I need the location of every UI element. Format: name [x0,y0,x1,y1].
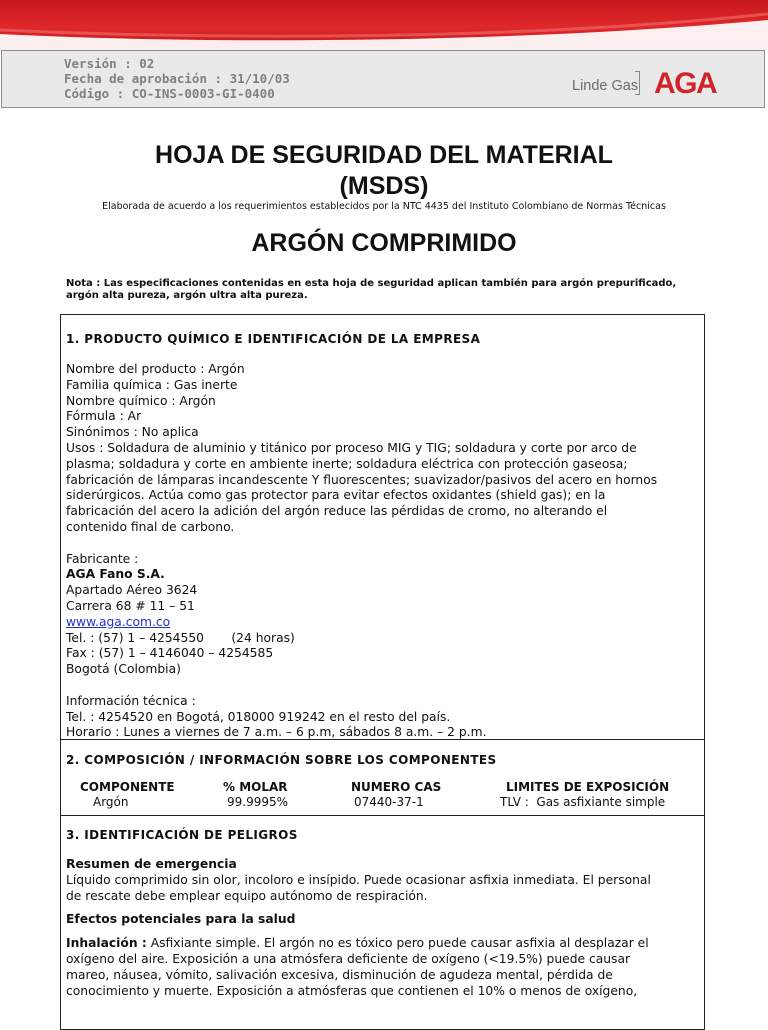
section-3-body [66,857,700,999]
product-title: ARGÓN COMPRIMIDO [251,229,517,257]
website-link[interactable]: www.aga.com.co [66,614,171,629]
linde-gas-logo: Linde Gas [572,78,639,94]
inhalation-text: Asfixiante simple. El argón no es tóxico pero puede causar asfixia al desplazar el [146,936,649,951]
uses-line: plasma; soldadura y corte en ambiente inerte; soldadura eléctrica con protección gaseosa; [66,456,628,471]
uses-line: Usos : Soldadura de aluminio y titánico por proceso MIG y TIG; soldadura y corte por arco de [66,440,637,455]
uses-line: siderúrgicos. Actúa como gas protector para evitar efectos oxidantes (shield gas); en la [66,488,606,503]
note-line: argón alta pureza, argón ultra alta pureza. [66,290,308,301]
health-effects-heading: Efectos potenciales para la salud [66,912,296,927]
uses-line: contenido final de carbono. [66,519,235,534]
tech-info-label: Información técnica : [66,693,196,708]
inhalation-line: conocimiento y muerte. Exposición a atmósferas que contienen el 10% o menos de oxígeno, [66,983,638,998]
telephone: Tel. : (57) 1 – 4254550 (24 horas) [66,630,295,645]
column-header: NUMERO CAS [351,780,442,794]
document-info-bar [1,50,765,108]
document-title: HOJA DE SEGURIDAD DEL MATERIAL [155,141,613,169]
column-header: COMPONENTE [80,780,175,794]
chemical-family: Familia química : Gas inerte [66,377,238,392]
inhalation-label: Inhalación : [66,936,147,951]
synonyms: Sinónimos : No aplica [66,425,199,440]
cell-limits: TLV : Gas asfixiante simple [500,795,666,809]
band-swoosh [0,0,768,50]
column-header: LIMITES DE EXPOSICIÓN [506,780,670,794]
product-name: Nombre del producto : Argón [66,362,245,376]
note-line: Nota : Las especificaciones contenidas en esta hoja de seguridad aplican también para argón prepurificado, [66,278,677,289]
section-3-heading: 3. IDENTIFICACIÓN DE PELIGROS [66,828,298,842]
cell-cas: 07440-37-1 [354,795,424,809]
inhalation-line: oxígeno del aire. Exposición a una atmósfera deficiente de oxígeno (<19.5%) puede causar [66,951,631,966]
emergency-line: Líquido comprimido sin olor, incoloro e insípido. Puede ocasionar asfixia inmediata. El personal [66,872,651,887]
emergency-line: de rescate debe emplear equipo autónomo de respiración. [66,888,428,903]
column-header: % MOLAR [223,780,288,794]
inhalation-line [66,936,700,952]
note [66,278,706,302]
manufacturer-label: Fabricante : [66,551,139,566]
uses-line: fabricación del acero la adición del argón reduce las pérdidas de cromo, no alterando el [66,504,608,519]
cell-component: Argón [93,795,129,809]
manufacturer-name: AGA Fano S.A. [66,567,165,582]
fax: Fax : (57) 1 – 4146040 – 4254585 [66,646,274,661]
address: Carrera 68 # 11 – 51 [66,598,195,613]
header-band [0,0,768,50]
cell-molar: 99.9995% [227,795,289,809]
emergency-heading: Resumen de emergencia [66,857,237,871]
inhalation-line: mareo, náusea, vómito, salivación excesiva, disminución de agudeza mental, pérdida de [66,967,613,982]
po-box: Apartado Aéreo 3624 [66,583,198,598]
tech-telephone: Tel. : 4254520 en Bogotá, 018000 919242 en el resto del país. [66,709,451,724]
document-meta [64,56,290,101]
section-1-body [66,362,700,741]
office-hours: Horario : Lunes a viernes de 7 a.m. – 6 p.m, sábados 8 a.m. – 2 p.m. [66,725,487,740]
approval-date: Fecha de aprobación : 31/10/03 [64,71,290,86]
city: Bogotá (Colombia) [66,662,181,677]
document-subtitle: Elaborada de acuerdo a los requerimientos establecidos por la NTC 4435 del Instituto Colombiano de Normas Técnicas [102,201,666,212]
version: Versión : 02 [64,56,155,71]
document-title-acronym: (MSDS) [339,172,429,200]
section-2-heading: 2. COMPOSICIÓN / INFORMACIÓN SOBRE LOS COMPONENTES [66,753,497,767]
document-code: Código : CO-INS-0003-GI-0400 [64,86,275,101]
aga-logo: AGA [654,67,717,100]
section-1-heading: 1. PRODUCTO QUÍMICO E IDENTIFICACIÓN DE LA EMPRESA [66,332,481,346]
chemical-name: Nombre químico : Argón [66,393,216,408]
uses-line: fabricación de lámparas incandescente Y fluorescentes; suavizador/pasivos del acero en hornos [66,472,658,487]
logo-bracket [635,71,640,95]
formula: Fórmula : Ar [66,409,142,424]
